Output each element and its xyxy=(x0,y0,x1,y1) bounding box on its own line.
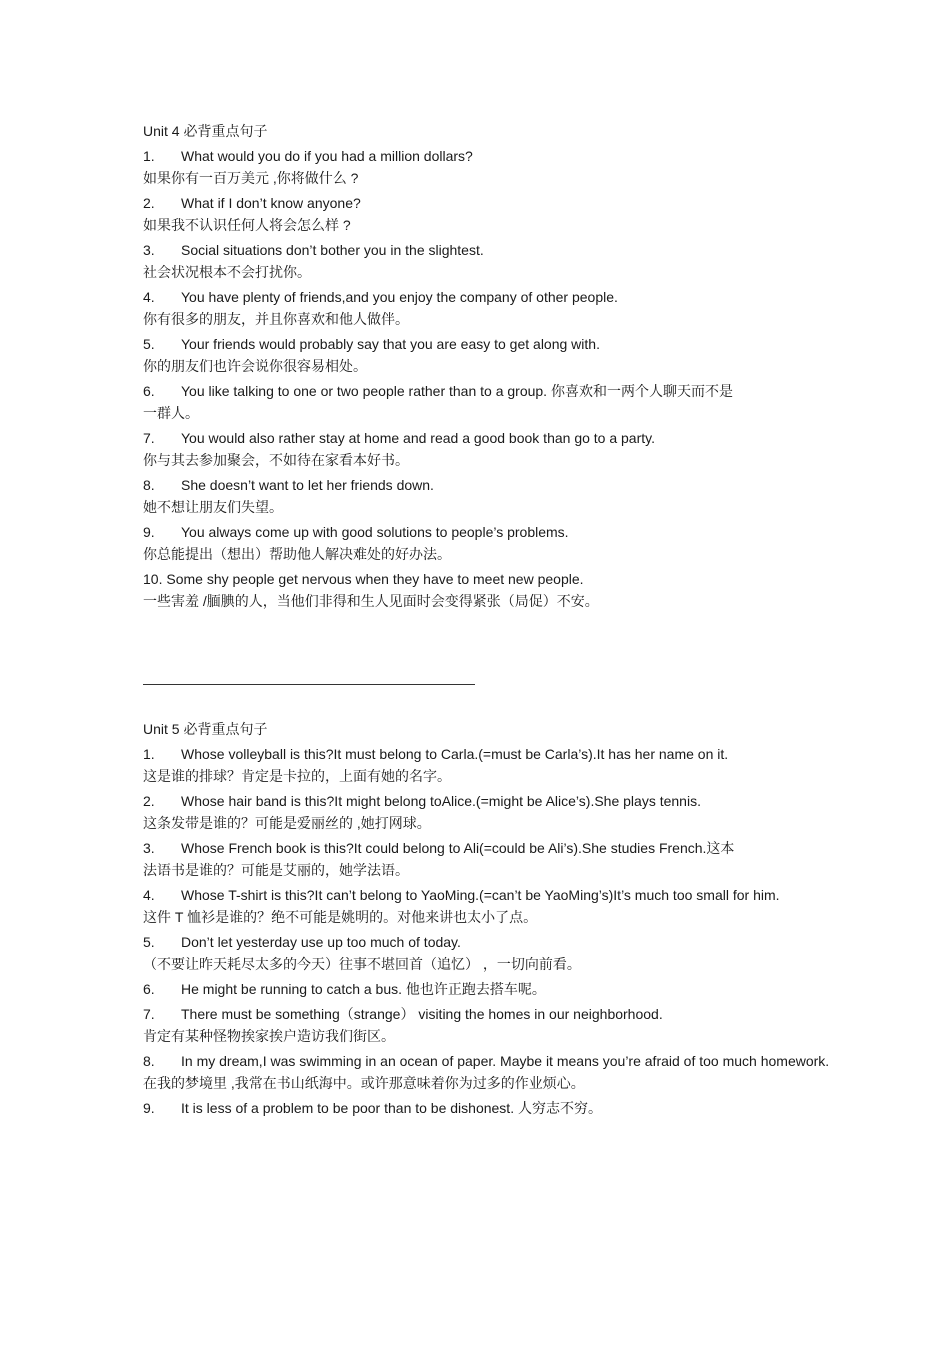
english-sentence: What if I don’t know anyone? xyxy=(181,195,361,211)
chinese-translation: 肯定有某种怪物挨家挨户造访我们街区。 xyxy=(143,1028,395,1044)
english-sentence: Social situations don’t bother you in the slightest. xyxy=(181,242,484,258)
english-sentence: Whose hair band is this?It might belong toAlice.(=might be Alice’s).She plays tennis. xyxy=(181,793,701,809)
english-sentence: Your friends would probably say that you are easy to get along with. xyxy=(181,336,600,352)
sentence-number: 1. xyxy=(143,148,155,164)
sentence-item xyxy=(143,886,933,926)
sentence-item xyxy=(143,1005,933,1045)
section-divider xyxy=(143,684,475,685)
english-sentence: Don’t let yesterday use up too much of today. xyxy=(181,934,461,950)
english-sentence: He might be running to catch a bus. 他也许正跑去搭车呢。 xyxy=(181,981,546,997)
sentence-number: 8. xyxy=(143,477,155,493)
chinese-translation: （不要让昨天耗尽太多的今天）往事不堪回首（追忆） ，一切向前看。 xyxy=(143,956,581,972)
sentence-item xyxy=(143,523,933,563)
unit5-section xyxy=(143,720,933,1124)
sentence-item xyxy=(143,335,933,375)
english-sentence: She doesn’t want to let her friends down. xyxy=(181,477,434,493)
chinese-translation: 一些害羞 /腼腆的人，当他们非得和生人见面时会变得紧张（局促）不安。 xyxy=(143,593,599,609)
chinese-translation: 这是谁的排球？肯定是卡拉的，上面有她的名字。 xyxy=(143,768,451,784)
chinese-translation: 如果你有一百万美元 ,你将做什么 ? xyxy=(143,170,359,186)
sentence-item xyxy=(143,839,933,879)
sentence-item xyxy=(143,288,933,328)
sentence-item xyxy=(143,382,933,422)
chinese-translation: 这件 T 恤衫是谁的？绝不可能是姚明的。对他来讲也太小了点。 xyxy=(143,909,538,925)
sentence-number: 10. xyxy=(143,571,163,587)
chinese-translation: 如果我不认识任何人将会怎么样 ? xyxy=(143,217,351,233)
chinese-translation: 社会状况根本不会打扰你。 xyxy=(143,264,311,280)
sentence-number: 4. xyxy=(143,887,155,903)
sentence-item xyxy=(143,476,933,516)
english-sentence: Whose French book is this?It could belong to Ali(=could be Ali’s).She studies French.这本 xyxy=(181,840,735,856)
chinese-translation: 你总能提出（想出）帮助他人解决难处的好办法。 xyxy=(143,546,451,562)
sentence-number: 9. xyxy=(143,524,155,540)
chinese-translation: 这条发带是谁的？可能是爱丽丝的 ,她打网球。 xyxy=(143,815,431,831)
unit4-section xyxy=(143,122,933,617)
sentence-number: 7. xyxy=(143,1006,155,1022)
sentence-number: 2. xyxy=(143,195,155,211)
english-sentence: In my dream,I was swimming in an ocean of paper. Maybe it means you’re afraid of too much homework. xyxy=(181,1053,830,1069)
unit5-heading: Unit 5 必背重点句子 xyxy=(143,721,268,737)
english-sentence: What would you do if you had a million dollars? xyxy=(181,148,473,164)
chinese-translation: 你有很多的朋友，并且你喜欢和他人做伴。 xyxy=(143,311,409,327)
sentence-number: 5. xyxy=(143,934,155,950)
english-sentence: There must be something（strange） visiting the homes in our neighborhood. xyxy=(181,1006,663,1022)
sentence-number: 9. xyxy=(143,1100,155,1116)
sentence-item xyxy=(143,745,933,785)
sentence-number: 2. xyxy=(143,793,155,809)
sentence-number: 8. xyxy=(143,1053,155,1069)
chinese-translation: 在我的梦境里 ,我常在书山纸海中。或许那意味着你为过多的作业烦心。 xyxy=(143,1075,585,1091)
sentence-number: 3. xyxy=(143,840,155,856)
sentence-number: 6. xyxy=(143,981,155,997)
sentence-item xyxy=(143,429,933,469)
english-sentence: Whose T-shirt is this?It can’t belong to YaoMing.(=can’t be YaoMing’s)It’s much too small for him. xyxy=(181,887,780,903)
english-sentence: Whose volleyball is this?It must belong to Carla.(=must be Carla’s).It has her name on it. xyxy=(181,746,729,762)
sentence-item xyxy=(143,1099,933,1117)
english-sentence: You have plenty of friends,and you enjoy the company of other people. xyxy=(181,289,618,305)
english-sentence: It is less of a problem to be poor than to be dishonest. 人穷志不穷。 xyxy=(181,1100,602,1116)
sentence-item xyxy=(143,147,933,187)
english-sentence: You always come up with good solutions to people’s problems. xyxy=(181,524,569,540)
chinese-translation: 一群人。 xyxy=(143,405,199,421)
chinese-translation: 你的朋友们也许会说你很容易相处。 xyxy=(143,358,367,374)
sentence-number: 4. xyxy=(143,289,155,305)
sentence-number: 7. xyxy=(143,430,155,446)
sentence-item xyxy=(143,241,933,281)
sentence-item xyxy=(143,1052,933,1092)
chinese-translation: 法语书是谁的？可能是艾丽的，她学法语。 xyxy=(143,862,409,878)
sentence-number: 3. xyxy=(143,242,155,258)
chinese-translation: 她不想让朋友们失望。 xyxy=(143,499,283,515)
sentence-item xyxy=(143,792,933,832)
sentence-item xyxy=(143,570,933,610)
sentence-item xyxy=(143,980,933,998)
sentence-item xyxy=(143,194,933,234)
sentence-number: 5. xyxy=(143,336,155,352)
sentence-number: 6. xyxy=(143,383,155,399)
unit4-heading: Unit 4 必背重点句子 xyxy=(143,123,268,139)
english-sentence: You would also rather stay at home and read a good book than go to a party. xyxy=(181,430,655,446)
sentence-number: 1. xyxy=(143,746,155,762)
chinese-translation: 你与其去参加聚会，不如待在家看本好书。 xyxy=(143,452,409,468)
english-sentence: You like talking to one or two people rather than to a group. 你喜欢和一两个人聊天而不是 xyxy=(181,383,733,399)
sentence-item xyxy=(143,933,933,973)
english-sentence: Some shy people get nervous when they have to meet new people. xyxy=(166,571,584,587)
